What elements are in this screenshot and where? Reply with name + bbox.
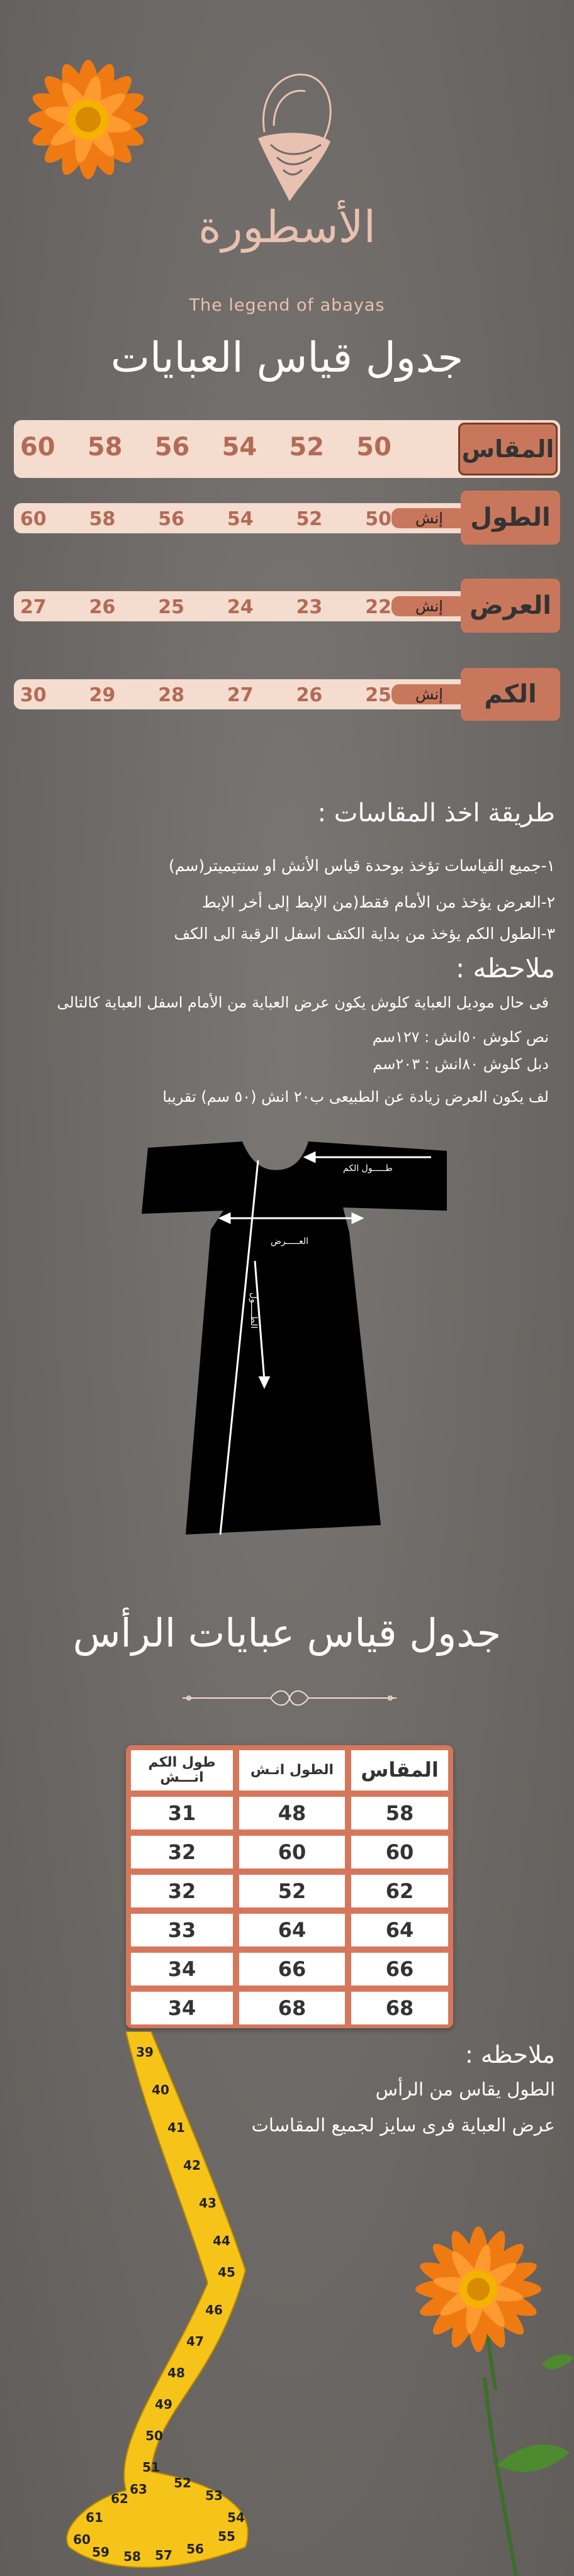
length-value: 52	[296, 508, 323, 530]
sleeve-value: 25	[365, 684, 391, 706]
table-cell: 34	[131, 1953, 233, 1985]
brand-logo	[220, 57, 359, 214]
tape-number: 40	[152, 2082, 169, 2097]
table-cell: 32	[131, 1836, 233, 1868]
table-cell: 52	[239, 1875, 345, 1907]
table-cell: 33	[131, 1914, 233, 1946]
size-values	[20, 433, 391, 462]
page-title: جدول قياس العبايات	[110, 333, 464, 382]
table-cell: 68	[239, 1992, 345, 2024]
orange-flower-icon	[13, 44, 164, 195]
length-label: الطـــــول	[249, 1292, 259, 1329]
note-line: نص كلوش ٥٠انش : ١٢٧سم	[372, 1028, 549, 1046]
table-cell: 48	[239, 1797, 345, 1829]
width-value: 22	[365, 596, 391, 618]
table-cell: 62	[351, 1875, 448, 1907]
header-cell: الطول انـش	[239, 1750, 345, 1790]
width-values	[20, 596, 391, 618]
tape-number: 48	[167, 2365, 185, 2380]
tape-number: 56	[186, 2541, 204, 2557]
length-value: 58	[89, 508, 116, 530]
head-size-table	[126, 1745, 453, 2028]
tape-number: 49	[155, 2397, 172, 2412]
length-value: 56	[158, 508, 185, 530]
table-cell: 60	[351, 1836, 448, 1868]
table-cell: 68	[351, 1992, 448, 2024]
tape-number: 46	[205, 2302, 223, 2318]
tape-number: 45	[218, 2265, 235, 2280]
width-value: 23	[296, 596, 323, 618]
table-cell: 64	[351, 1914, 448, 1946]
method-item: ٣-الطول الكم يؤخذ من بداية الكتف اسفل الرقبة الى الكف	[174, 924, 555, 943]
tape-number: 62	[111, 2491, 128, 2506]
method-item: ١-جميع القياسات تؤخذ بوحدة قياس الأنش او سنتيميتر(سم)	[169, 857, 555, 875]
tape-number: 51	[142, 2460, 160, 2475]
tape-number: 47	[186, 2334, 204, 2349]
tape-number: 58	[123, 2549, 141, 2564]
sleeve-value: 28	[158, 684, 185, 706]
width-value: 25	[158, 596, 185, 618]
width-row-label: العرض	[461, 579, 560, 633]
tape-number: 55	[218, 2529, 235, 2544]
tape-number: 54	[227, 2510, 245, 2525]
table-cell: 31	[131, 1797, 233, 1829]
table-cell: 66	[239, 1953, 345, 1985]
width-value: 26	[89, 596, 116, 618]
note-line: عرض العباية فرى سايز لجميع المقاسات	[251, 2114, 555, 2136]
tape-number: 60	[73, 2532, 91, 2547]
note-line: فى حال موديل العباية كلوش يكون عرض العباية من الأمام اسفل العباية كالتالى	[57, 994, 549, 1011]
size-value: 52	[289, 433, 325, 462]
sleeve-value: 30	[20, 684, 47, 706]
unit-badge: إنش	[391, 684, 467, 704]
tape-number: 52	[174, 2475, 191, 2490]
orange-flower-icon	[390, 2201, 574, 2390]
header-cell: المقاس	[351, 1750, 448, 1790]
length-row-label: الطول	[461, 491, 560, 545]
sleeve-row-label: الكم	[461, 668, 560, 721]
size-value: 60	[20, 433, 55, 462]
table-cell: 64	[239, 1914, 345, 1946]
tape-number: 44	[213, 2233, 230, 2248]
flower-stem	[478, 2377, 573, 2576]
brand-tagline: The legend of abayas	[189, 296, 385, 315]
note-line: دبل كلوش ٨٠انش : ٢٠٣سم	[373, 1055, 549, 1073]
note-heading: ملاحظه :	[465, 2041, 555, 2068]
sleeve-value: 29	[89, 684, 116, 706]
tape-number: 41	[167, 2120, 185, 2135]
tape-number: 42	[183, 2158, 201, 2173]
tape-number: 59	[92, 2545, 110, 2560]
sleeve-value: 26	[296, 684, 323, 706]
tape-number: 63	[130, 2482, 147, 2497]
tape-number: 57	[155, 2548, 172, 2563]
table-cell: 58	[351, 1797, 448, 1829]
table-cell: 66	[351, 1953, 448, 1985]
abaya-diagram	[135, 1141, 450, 1544]
tape-number: 39	[136, 2045, 154, 2060]
length-value: 50	[365, 508, 391, 530]
sleeve-values	[20, 684, 391, 706]
method-item: ٢-العرض يؤخذ من الأمام فقط(من الإبط إلى أخر الإبط	[201, 893, 555, 911]
note-line: لف يكون العرض زيادة عن الطبيعى ب٢٠ انش (٥٠ سم) تقريبا	[162, 1088, 549, 1106]
header-cell: طول الكم انـــش	[131, 1750, 233, 1790]
size-value: 56	[154, 433, 190, 462]
size-row	[14, 420, 560, 478]
measuring-tape-icon	[57, 2031, 283, 2576]
tape-number: 43	[199, 2196, 217, 2211]
tape-number: 50	[145, 2428, 163, 2443]
table-cell: 60	[239, 1836, 345, 1868]
table-cell: 34	[131, 1992, 233, 2024]
sleeve-length-label: طـــــول الكم	[343, 1163, 393, 1174]
width-label: العـــــرض	[271, 1236, 309, 1246]
length-values	[20, 508, 391, 530]
size-value: 54	[222, 433, 257, 462]
note-heading: ملاحظه :	[456, 953, 555, 984]
section-title: جدول قياس عبايات الرأس	[72, 1610, 502, 1656]
tape-number: 61	[86, 2510, 103, 2525]
unit-badge: إنش	[391, 508, 467, 528]
length-value: 54	[227, 508, 254, 530]
width-value: 24	[227, 596, 254, 618]
length-value: 60	[20, 508, 47, 530]
ornament-divider	[176, 1685, 403, 1711]
table-cell: 32	[131, 1875, 233, 1907]
width-value: 27	[20, 596, 47, 618]
sleeve-value: 27	[227, 684, 254, 706]
size-value: 50	[356, 433, 391, 462]
brand-name: الأسطورة	[198, 201, 376, 253]
unit-badge: إنش	[391, 596, 467, 616]
size-row-label: المقاس	[458, 423, 558, 475]
size-value: 58	[87, 433, 123, 462]
tape-number: 53	[205, 2488, 223, 2503]
method-heading: طريقة اخذ المقاسات :	[317, 799, 555, 828]
note-line: الطول يقاس من الرأس	[375, 2079, 555, 2100]
